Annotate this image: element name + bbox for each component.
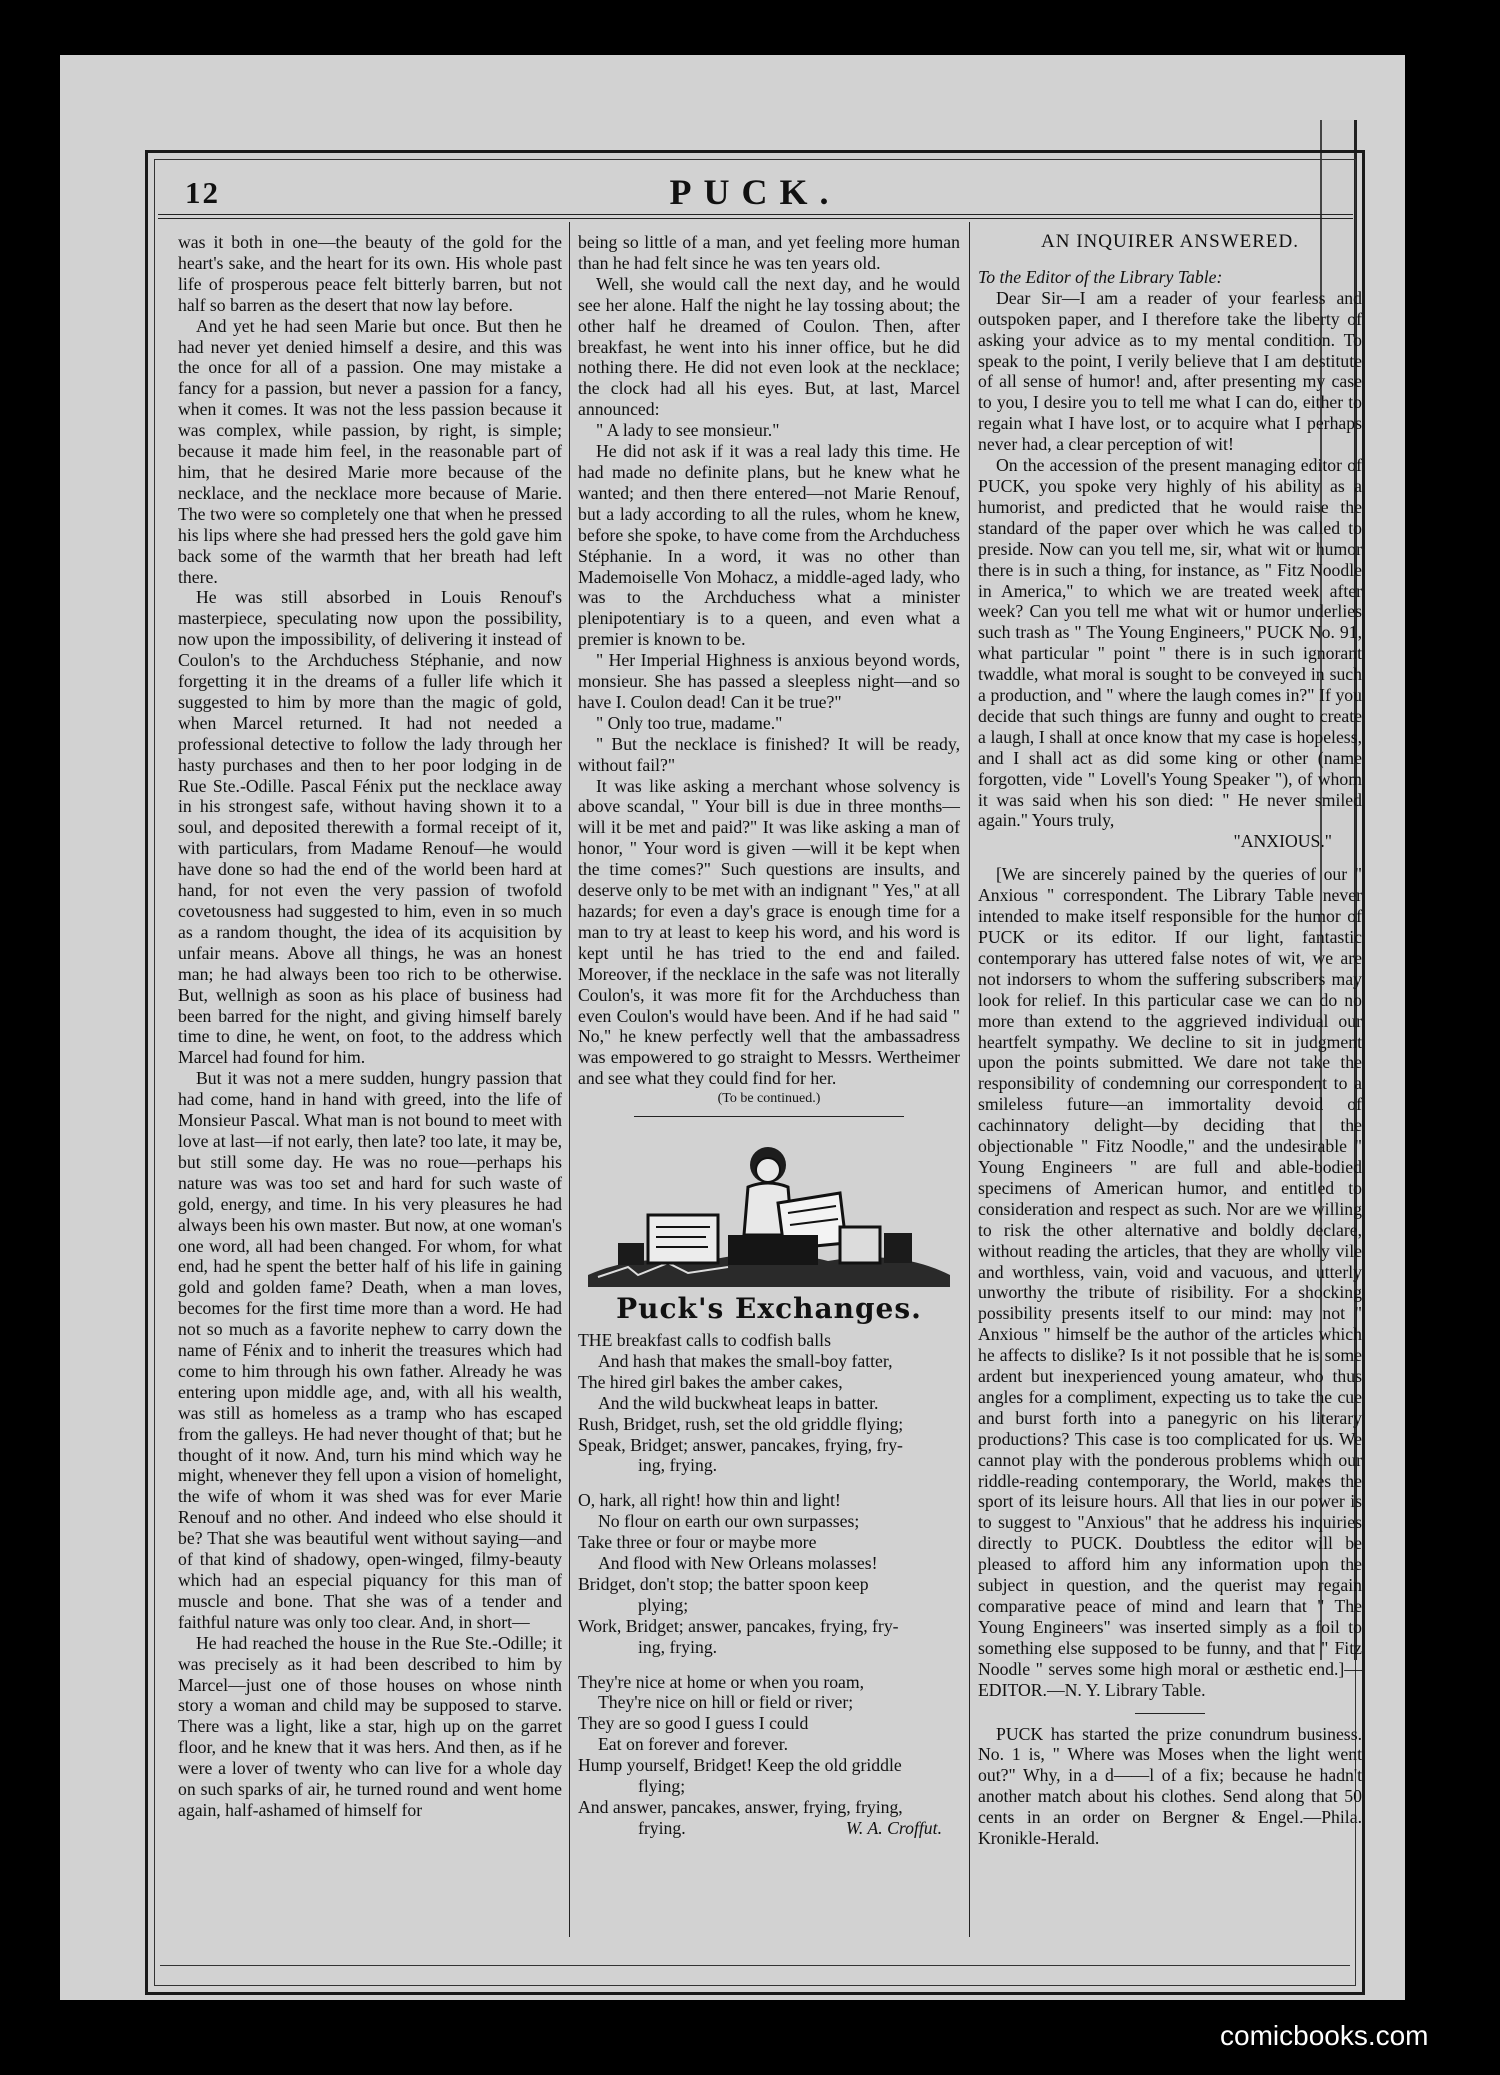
poem: [578, 1330, 960, 1839]
article-column-right: [978, 232, 1362, 1849]
poem-line: The hired girl bakes the amber cakes,: [578, 1371, 843, 1392]
story-paragraph: He did not ask if it was a real lady this time. He had made no definite plans, but he knew what he wanted; and then there entered—not Marie Renouf, but a lady according to all the rules, whom he knew, before she spoke, to have come from the Archduchess Stéphanie. In a word, it was no other than Mademoiselle Von Mohacz, a middle-aged lady, who was to the Archduchess what a minister plenipotentiary is to a queen, and even what a premier is known to be.: [578, 441, 960, 650]
poem-stanza: [578, 1672, 960, 1839]
story-paragraph: " Her Imperial Highness is anxious beyond words, monsieur. She has passed a sleepless night—and so have I. Coulon dead! Can it be true?": [578, 650, 960, 712]
story-paragraph: It was like asking a merchant whose solvency is above scandal, " Your bill is due in three months—will it be met and paid?" It was like asking a man of honor, " Your word is given —will it be kept when the time comes?" Such questions are insults, and deserve only to be met with an indignant " Yes," at all hazards; for even a day's grace is enough time for a man to try at least to keep his word, and his word is kept until he has tried to the end and failed. Moreover, if the necklace in the safe was not literally Coulon's, it was more fit for the Archduchess than even Coulon's would have been. And if he had said " No," he knew perfectly well that the ambassadress was empowered to go straight to Messrs. Wertheimer and see what they could find for her.: [578, 775, 960, 1089]
letter-paragraph: Dear Sir—I am a reader of your fearless and outspoken paper, and I therefore take the liberty of asking your advice as to my mental condition. To speak to the point, I verily believe that I am destitute of all sense of humor! and, after presenting my case to you, I desire you to tell me what I can do, either to regain what I have lost, or to acquire what I perhaps never had, a clear perception of wit!: [978, 287, 1362, 455]
header-rule: [158, 214, 1353, 215]
column-rule-1: [569, 222, 570, 1937]
story-paragraph: was it both in one—the beauty of the gold for the heart's sake, and the heart for its own. His whole past life of prosperous peace felt bitterly barren, but not half so barren as the desert that now lay before.: [178, 232, 562, 315]
story-paragraph: " Only too true, madame.": [596, 712, 783, 733]
letter-salutation: To the Editor of the Library Table:: [978, 266, 1223, 287]
section-rule: [634, 1116, 904, 1117]
poem-line: flying;: [638, 1776, 686, 1797]
masthead-title: PUCK.: [669, 172, 841, 212]
story-paragraph: Well, she would call the next day, and he would see her alone. Half the night he lay tossing about; the other half he dreamed of Coulon. Then, after breakfast, he went into his inner office, but he did nothing there. He did not even look at the necklace; the clock had all his eyes. But, at last, Marcel announced:: [578, 273, 960, 420]
header-rule-double: [158, 218, 1353, 219]
story-paragraph: He was still absorbed in Louis Renouf's masterpiece, speculating now upon the possibility, now upon the impossibility, of delivering it instead of Coulon's to the Archduchess Stéphanie, and now forgetting it in the dreams of a fuller life which it suggested to him by more than the magic of gold, when Marcel returned. It had not needed a professional detective to follow the lady through her hasty purchases and then to her poor lodging in de Rue Ste.-Odille. Pascal Fénix put the necklace away in his strongest safe, without having shown it to a soul, and deposited therewith a formal receipt of it, with particulars, from Madame Renouf—he would have done so had the end of the world been hard at hand, for not even the very passion of twofold covetousness had suggested to him, even in so much as a random thought, the idea of its acquisition by unfair means. Above all things, he was an honest man; he had always been too rich to be otherwise. But, wellnigh as soon as his place of business had been barred for the night, and giving himself barely time to dine, he went, on foot, to the address which Marcel had found for him.: [178, 587, 562, 1068]
poem-line: And flood with New Orleans molasses!: [598, 1553, 878, 1574]
poem-line: ing, frying.: [638, 1636, 718, 1657]
poem-line: [578, 1818, 960, 1839]
letter-paragraph: On the accession of the present managing editor of PUCK, you spoke very highly of his ability as a humorist, and predicted that he would raise the standard of the paper over which he was called to preside. Now can you tell me, sir, what wit or humor there is in such a thing, for instance, as " Fitz Noodle in America," to which we are treated week after week? Can you tell me what wit or humor underlies such trash as " The Young Engineers," PUCK No. 91, what particular " point " there is in such ignorant twaddle, what moral is sought to be conveyed in such a production, and " where the laugh comes in?" If you decide that such things are funny and ought to create a laugh, I shall at once know that my case is hopeless, and I shall act as did some king or other (name forgotten, vide " Lovell's Young Speaker "), of whom it was said when his son died: " He never smiled again." Yours truly,: [978, 455, 1362, 831]
poem-author: W. A. Croffut.: [845, 1817, 942, 1838]
exchanges-heading: Puck's Exchanges.: [616, 1292, 922, 1326]
poem-line: ing, frying.: [638, 1455, 718, 1476]
cherub-reading-papers-image: [578, 1125, 960, 1295]
poem-line: Work, Bridget; answer, pancakes, frying, fry-: [578, 1615, 899, 1636]
poem-line: And hash that makes the small-boy fatter,: [598, 1350, 893, 1371]
article-heading: AN INQUIRER ANSWERED.: [1041, 231, 1299, 252]
column-rule-2: [969, 222, 970, 1937]
poem-line-last: frying.: [638, 1817, 686, 1838]
poem-line: They're nice on hill or field or river;: [598, 1692, 854, 1713]
poem-line: THE breakfast calls to codfish balls: [578, 1329, 831, 1350]
story-paragraph: " But the necklace is finished? It will be ready, without fail?": [578, 733, 960, 775]
poem-line: plying;: [638, 1594, 689, 1615]
story-paragraph: " A lady to see monsieur.": [596, 420, 780, 441]
bottom-rule: [160, 1965, 1350, 1966]
poem-line: They are so good I guess I could: [578, 1713, 809, 1734]
poem-stanza: [578, 1490, 960, 1657]
to-be-continued: (To be continued.): [717, 1091, 821, 1107]
poem-line: They're nice at home or when you roam,: [578, 1671, 865, 1692]
story-paragraph: He had reached the house in the Rue Ste.-Odille; it was precisely as it had been described to him by Marcel—just one of those houses on whose ninth story a woman and child may be supposed to starve. There was a light, like a star, high up on the garret floor, and he knew that it was hers. And then, as if he were a lover of twenty who can live for a whole day on such sparks of air, he turned round and went home again, half-ashamed of himself for: [178, 1632, 562, 1820]
poem-line: O, hark, all right! how thin and light!: [578, 1490, 841, 1511]
story-column-left: [178, 232, 562, 1821]
conundrum-paragraph: PUCK has started the prize conundrum business. No. 1 is, " Where was Moses when the light went out?" Why, in a d——l of a fix; because he hadn't another match about his clothes. Send along that 50 cents in an order on Bergner & Engel.—Phila. Kronikle-Herald.: [978, 1723, 1362, 1849]
story-paragraph: being so little of a man, and yet feeling more human than he had felt since he was ten years old.: [578, 232, 960, 273]
exchanges-illustration: [578, 1125, 960, 1295]
poem-line: Bridget, don't stop; the batter spoon keep: [578, 1573, 869, 1594]
poem-line: Hump yourself, Bridget! Keep the old griddle: [578, 1755, 902, 1776]
story-paragraph: But it was not a mere sudden, hungry passion that had come, hand in hand with greed, into the life of Monsieur Pascal. What man is not bound to meet with love at last—if not early, then late? too late, it may be, but still some day. He was no roue—perhaps his nature was was too set and hard for such waste of gold, energy, and time. In his very pleasures he had always been his own master. But now, at one woman's one word, all had been changed. For whom, for what end, had he spent the better half of his life in gaining gold and golden fame? Death, when a man loves, becomes for the first time more than a word. He had not so much as a favorite nephew to carry down the name of Fénix and to inherit the treasures which had come to him through his own father. Already he was entering upon middle age, and, with all his wealth, was still as homeless as a tramp who has escaped from the galleys. He had never thought of that; but he thought of it now. And, turn his mind which way he might, whenever they fell upon a vision of homelight, the wife of whom it was shed was for ever Marie Renouf and no other. And indeed who else should it be? That she was beautiful went without saying—and of that kind of shadowy, open-winged, filmy-beauty which had an especial piquancy for this man of muscle and bone. That she was of a tender and faithful nature was only too clear. And, in short—: [178, 1068, 562, 1632]
letter-signature: "ANXIOUS.": [1233, 831, 1332, 852]
section-rule: [1135, 1713, 1205, 1714]
story-paragraph: And yet he had seen Marie but once. But then he had never yet denied himself a desire, and this was the once for all of a passion. One may mistake a fancy for a passion, but never a passion for a fancy, when it comes. It was not the less passion because it was complex, while passion, by right, is simple; because it made him feel, in the reasonable part of him, that he desired Marie more because of the necklace, and the necklace more because of Marie. The two were so completely one that when he pressed his lips where she had pressed hers the gold gave him back some of the warmth that her breath had left there.: [178, 315, 562, 587]
poem-stanza: [578, 1330, 960, 1476]
poem-line: And the wild buckwheat leaps in batter.: [598, 1392, 879, 1413]
story-column-middle: [578, 232, 960, 1853]
page-number: 12: [185, 175, 220, 210]
editor-reply: [We are sincerely pained by the queries of our " Anxious " correspondent. The Library Table never intended to make itself responsible for the humor of PUCK or its editor. If our light, fantastic contemporary has uttered false notes of wit, we are not indorsers to whom the suffering subscribers may look for relief. In this particular case we can do no more than extend to the aggrieved individual our heartfelt sympathy. We decline to sit in judgment upon the points submitted. We dare not take the responsibility of condemning our correspondent to a smileless future—an immortality devoid of cachinnatory delight—by deciding that the objectionable " Fitz Noodle," and the undesirable " Young Engineers " are full and able-bodied specimens of American humor, and entitled to consideration and respect as such. Nor are we willing to risk the other alternative and boldly declare, without reading the articles, that they are wholly vile and worthless, vain, void and vacuous, and utterly unworthy the tribute of risibility. For a shocking possibility presents itself to our mind: may not " Anxious " himself be the author of the articles which he affects to dislike? Is it not possible that he is some ardent but inexperienced young amateur, who thus angles for a compliment, expecting us to take the cue and burst forth into a panegyric on his literary productions? This case is too complicated for us. We cannot play with the ponderous problems which our riddle-reading contemporary, the World, makes the sport of its leisure hours. All that lies in our power is to suggest to "Anxious" that he address his inquiries directly to PUCK. Doubtless the editor will be pleased to afford him any information upon the subject in question, and the querist may regain comparative peace of mind and learn that " The Young Engineers" was inserted simply as a foil to something else supposed to be funny, and that " Fitz Noodle " serves some high moral or æsthetic end.]—EDITOR.—N. Y. Library Table.: [978, 864, 1362, 1700]
poem-line: Eat on forever and forever.: [598, 1734, 789, 1755]
page-header: [165, 172, 1345, 213]
poem-line: Rush, Bridget, rush, set the old griddle flying;: [578, 1413, 904, 1434]
poem-line: Take three or four or maybe more: [578, 1532, 817, 1553]
poem-line: Speak, Bridget; answer, pancakes, frying, fry-: [578, 1434, 903, 1455]
poem-line: And answer, pancakes, answer, frying, frying,: [578, 1797, 903, 1817]
poem-line: No flour on earth our own surpasses;: [598, 1511, 860, 1532]
watermark-text: comicbooks.com: [1220, 2020, 1429, 2051]
